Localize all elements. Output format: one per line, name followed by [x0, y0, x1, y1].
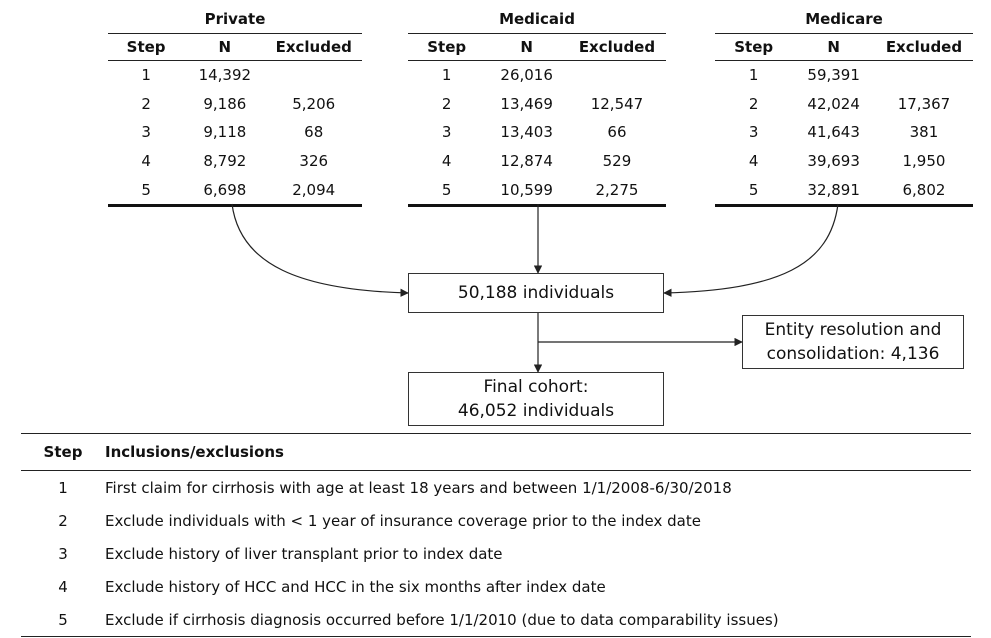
header-step: Step	[108, 34, 184, 61]
excluded-cell: 381	[909, 123, 939, 142]
final-cohort-box	[408, 372, 664, 426]
n-cell: 39,693	[807, 152, 860, 171]
header-step: Step	[715, 34, 792, 61]
n-cell: 26,016	[500, 66, 553, 85]
combined-individuals-label: 50,188 individuals	[457, 283, 615, 303]
final-cohort-line1: Final cohort:	[483, 377, 589, 397]
medicare-table-title: Medicare	[805, 10, 883, 28]
excluded-cell: 6,802	[875, 175, 973, 205]
legend-header-step: Step	[21, 434, 105, 471]
step-cell: 3	[748, 123, 759, 142]
n-cell: 13,469	[500, 94, 553, 113]
private-table-title: Private	[204, 10, 266, 28]
legend-description: First claim for cirrhosis with age at least 18 years and between 1/1/2008-6/30/2018	[105, 478, 732, 497]
step-cell: 3	[141, 123, 151, 142]
header-excluded: Excluded	[265, 34, 362, 61]
n-cell: 42,024	[807, 94, 860, 113]
n-cell: 12,874	[500, 152, 553, 171]
excluded-cell: 1,950	[902, 152, 946, 171]
n-cell: 6,698	[184, 175, 265, 205]
step-cell: 1	[441, 66, 452, 85]
legend-description: Exclude individuals with < 1 year of insurance coverage prior to the index date	[105, 511, 701, 530]
header-excluded: Excluded	[568, 34, 666, 61]
step-cell: 4	[441, 152, 452, 171]
entity-resolution-line2: consolidation: 4,136	[766, 344, 940, 364]
n-cell: 59,391	[807, 66, 860, 85]
legend-row	[21, 471, 971, 505]
excluded-cell: 2,275	[568, 175, 666, 205]
step-cell: 2	[748, 94, 759, 113]
excluded-cell: 2,094	[265, 175, 362, 205]
step-cell: 2	[141, 94, 151, 113]
n-cell: 9,118	[203, 123, 247, 142]
n-cell: 9,186	[203, 94, 247, 113]
excluded-cell: 68	[304, 123, 324, 142]
entity-resolution-line1: Entity resolution and	[764, 320, 942, 340]
step-cell: 5	[108, 175, 184, 205]
step-cell: 5	[408, 175, 485, 205]
n-cell: 8,792	[203, 152, 247, 171]
legend-step: 5	[21, 603, 105, 637]
steps-legend-table	[21, 433, 971, 637]
n-cell: 13,403	[500, 123, 553, 142]
step-cell: 3	[441, 123, 452, 142]
combined-individuals-box	[408, 273, 664, 313]
legend-description: Exclude history of HCC and HCC in the six months after index date	[105, 577, 606, 596]
excluded-cell: 326	[299, 152, 329, 171]
step-cell: 1	[141, 66, 151, 85]
legend-row	[21, 537, 971, 570]
private-arrow	[232, 204, 408, 293]
n-cell: 14,392	[198, 66, 252, 85]
excluded-cell: 12,547	[590, 94, 644, 113]
legend-step: 3	[58, 544, 68, 563]
header-n: N	[485, 34, 568, 61]
entity-resolution-box	[742, 315, 964, 369]
excluded-cell: 66	[607, 123, 627, 142]
excluded-cell: 5,206	[292, 94, 336, 113]
legend-row	[21, 603, 971, 637]
header-excluded: Excluded	[875, 34, 973, 61]
legend-description: Exclude if cirrhosis diagnosis occurred before 1/1/2010 (due to data comparability issues)	[105, 603, 971, 637]
legend-header-row	[21, 434, 971, 471]
medicaid-table-title: Medicaid	[499, 10, 575, 28]
step-cell: 2	[441, 94, 452, 113]
header-n: N	[792, 34, 875, 61]
legend-description: Exclude history of liver transplant prior to index date	[105, 544, 503, 563]
header-n: N	[184, 34, 265, 61]
excluded-cell: 529	[602, 152, 632, 171]
n-cell: 10,599	[485, 175, 568, 205]
legend-row	[21, 504, 971, 537]
legend-step: 2	[58, 511, 68, 530]
medicare-arrow	[664, 204, 838, 293]
step-cell: 4	[748, 152, 759, 171]
excluded-cell: 17,367	[897, 94, 951, 113]
legend-header-description: Inclusions/exclusions	[105, 434, 971, 471]
legend-step: 1	[58, 478, 68, 497]
step-cell: 5	[715, 175, 792, 205]
step-cell: 4	[141, 152, 151, 171]
header-step: Step	[408, 34, 485, 61]
legend-row	[21, 570, 971, 603]
legend-step: 4	[58, 577, 68, 596]
final-cohort-line2: 46,052 individuals	[457, 401, 615, 421]
step-cell: 1	[748, 66, 759, 85]
n-cell: 41,643	[807, 123, 860, 142]
n-cell: 32,891	[792, 175, 875, 205]
